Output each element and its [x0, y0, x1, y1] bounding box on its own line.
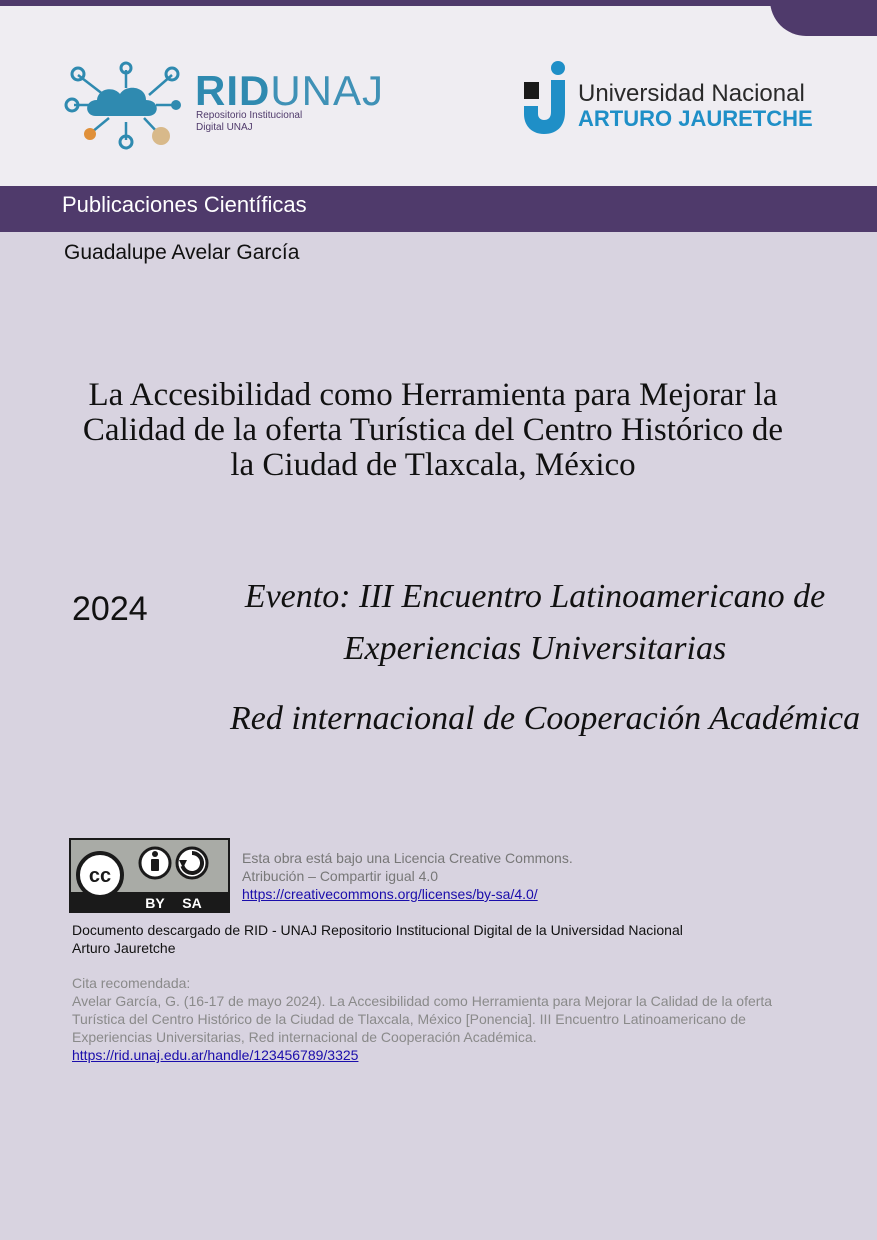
rid-brand-light: UNAJ: [270, 67, 385, 114]
publication-year: 2024: [72, 590, 148, 628]
citation-block: [72, 974, 812, 1064]
citation-link[interactable]: https://rid.unaj.edu.ar/handle/123456789/3325: [72, 1047, 359, 1063]
corner-accent-tab: [770, 0, 877, 36]
title-line-1: La Accesibilidad como Herramienta para Mejorar la: [88, 377, 778, 413]
citation-label: Cita recomendada:: [72, 975, 191, 991]
rid-subtitle-line1: Repositorio Institucional: [196, 110, 303, 121]
cc-badge-sa: SA: [182, 895, 202, 911]
cc-badge-label: cc: [88, 865, 112, 887]
cc-by-sa-badge-icon: [69, 838, 230, 913]
cc-badge-by: BY: [145, 895, 165, 911]
unaj-logo-icon: [522, 60, 572, 136]
title-line-3: la Ciudad de Tlaxcala, México: [230, 447, 636, 483]
university-name-line1: Universidad Nacional: [578, 80, 805, 107]
rid-unaj-wordmark: [195, 67, 385, 114]
event-line-1: Evento: III Encuentro Latinoamericano de: [244, 578, 826, 615]
license-link[interactable]: https://creativecommons.org/licenses/by-sa/4.0/: [242, 886, 538, 902]
rid-network-cloud-icon: [64, 60, 184, 150]
title-line-2: Calidad de la oferta Turística del Centro Histórico de: [82, 412, 784, 448]
rid-brand-bold: RID: [195, 67, 271, 114]
rid-subtitle: [196, 110, 302, 134]
license-text: [242, 849, 573, 903]
citation-text: Avelar García, G. (16-17 de mayo 2024). La Accesibilidad como Herramienta para Mejorar la Calidad de la oferta Turística del Centro Histórico de la Ciudad de Tlaxcala, México [Ponencia]. III Encuentro Latinoamericano de Experiencias Universitarias, Red internacional de Cooperación Académica.: [72, 993, 773, 1045]
author-name: Guadalupe Avelar García: [64, 241, 300, 264]
rid-subtitle-line2: Digital UNAJ: [196, 122, 253, 133]
event-line-2: Experiencias Universitarias: [343, 630, 727, 667]
document-title: [0, 378, 866, 483]
license-line-1: Esta obra está bajo una Licencia Creative Commons.: [242, 850, 573, 866]
network-name: Red internacional de Cooperación Académica: [230, 700, 861, 737]
license-line-2: Atribución – Compartir igual 4.0: [242, 868, 439, 884]
section-title: Publicaciones Científicas: [62, 192, 307, 217]
university-name-line2: ARTURO JAURETCHE: [578, 106, 813, 131]
download-note: Documento descargado de RID - UNAJ Repositorio Institucional Digital de la Universidad Nacional Arturo Jauretche: [72, 922, 683, 956]
